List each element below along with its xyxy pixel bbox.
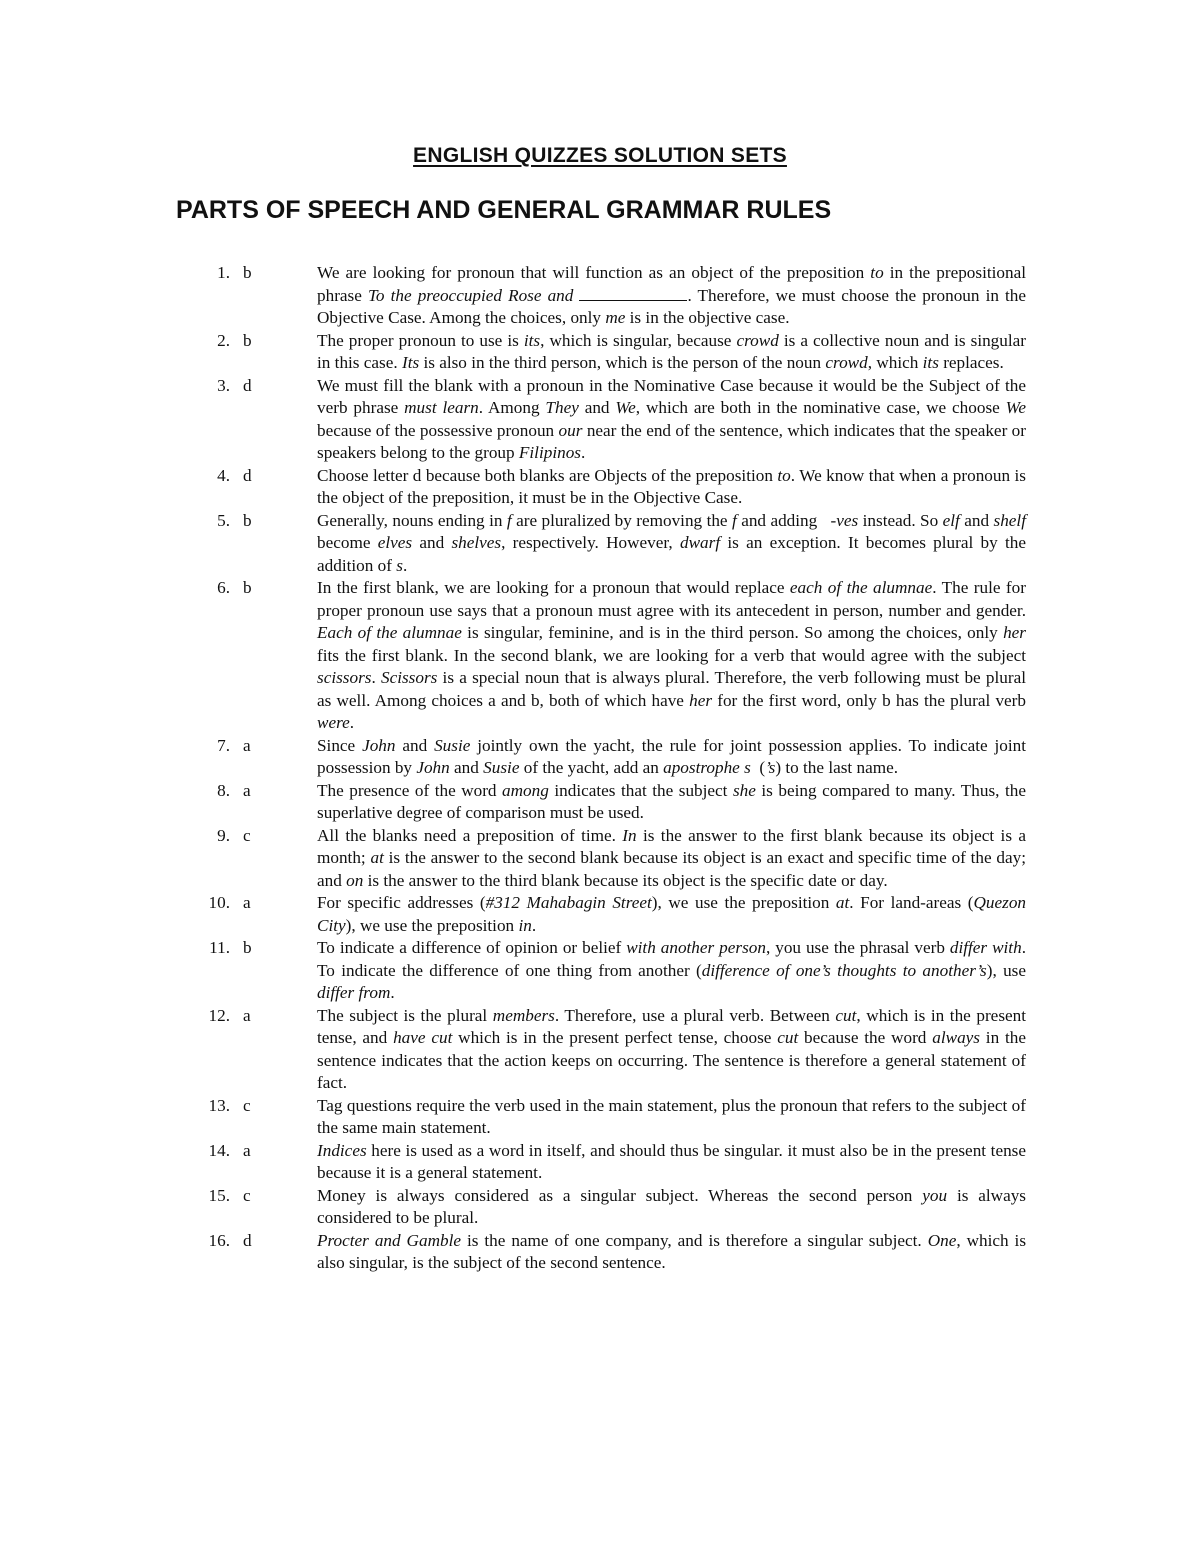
answer-item — [186, 375, 1026, 465]
answer-number: 9. — [217, 825, 230, 845]
answer-item — [186, 937, 1026, 1005]
answer-explanation: For specific addresses (#312 Mahabagin Street), we use the preposition at. For land-areas (Quezon City), we use the preposition in. — [317, 893, 1027, 935]
answer-number: 10. — [208, 893, 230, 912]
answer-explanation: In the first blank, we are looking for a pronoun that would replace each of the alumnae. The rule for proper pronoun use says that a pronoun must agree with its antecedent in person, number and gender. Each of the alumnae is singular, feminine, and is in the third person. So among the choices, only her fits the first blank. In the second blank, we are looking for a verb that would agree with the subject scissors. Scissors is a special noun that is always plural. Therefore, the verb following must be plural as well. Among choices a and b, both of which have her for the first word, only b has the plural verb were. — [317, 578, 1026, 732]
answer-number: 11. — [209, 938, 230, 957]
answer-number: 2. — [217, 330, 230, 350]
answer-item — [186, 780, 1026, 825]
answer-number: 1. — [217, 263, 230, 282]
answer-letter: a — [243, 893, 251, 912]
answer-letter: a — [243, 1140, 251, 1160]
answer-letter: b — [243, 330, 252, 350]
answer-number: 12. — [208, 1005, 230, 1025]
answer-letter: b — [243, 938, 252, 957]
answer-letter: c — [243, 1095, 251, 1115]
answer-item — [186, 825, 1026, 893]
answer-explanation: Indices here is used as a word in itself, and should thus be singular. it must also be in the present tense because it is a general statement. — [317, 1140, 1026, 1182]
document-title: ENGLISH QUIZZES SOLUTION SETS — [413, 144, 787, 167]
answer-letter: b — [243, 510, 252, 530]
answer-item — [186, 577, 1026, 735]
answer-item — [186, 1095, 1026, 1140]
answer-item — [186, 1185, 1026, 1230]
answer-item — [186, 1140, 1026, 1185]
answer-number: 14. — [208, 1140, 230, 1160]
answer-number: 8. — [217, 780, 230, 800]
answer-letter: b — [243, 578, 252, 597]
answer-letter: a — [243, 1005, 251, 1025]
answer-letter: d — [243, 465, 252, 485]
answer-number: 6. — [217, 578, 230, 597]
answer-item — [186, 262, 1026, 330]
answer-letter: d — [243, 1230, 252, 1250]
answer-number: 5. — [217, 510, 230, 530]
answer-explanation: Tag questions require the verb used in the main statement, plus the pronoun that refers to the subject of the same main statement. — [317, 1095, 1026, 1137]
answer-explanation: All the blanks need a preposition of time. In is the answer to the first blank because its object is a month; at is the answer to the second blank because its object is an exact and specific time of the day; and on is the answer to the third blank because its object is the specific date or day. — [317, 825, 1027, 890]
answer-explanation: Generally, nouns ending in f are pluralized by removing the f and adding -ves instead. So elf and shelf become elves and shelves, respectively. However, dwarf is an exception. It becomes plural by the addition of s. — [317, 510, 1026, 575]
answer-explanation: To indicate a difference of opinion or belief with another person, you use the phrasal verb differ with. To indicate the difference of one thing from another (difference of one’s thoughts to another’s), use differ from. — [317, 938, 1026, 1002]
section-heading: PARTS OF SPEECH AND GENERAL GRAMMAR RULES — [176, 196, 832, 224]
answer-explanation: Money is always considered as a singular subject. Whereas the second person you is always considered to be plural. — [317, 1185, 1026, 1227]
answer-number: 16. — [208, 1230, 230, 1250]
answer-item — [186, 330, 1026, 375]
answer-item — [186, 465, 1026, 510]
answer-letter: b — [243, 263, 252, 282]
answer-explanation: The presence of the word among indicates that the subject she is being compared to many. Thus, the superlative degree of comparison must be used. — [317, 780, 1026, 822]
answer-letter: d — [243, 375, 252, 395]
answer-letter: c — [243, 825, 251, 845]
answer-explanation: The subject is the plural members. Therefore, use a plural verb. Between cut, which is in the present tense, and have cut which is in the present perfect tense, choose cut because the word always in the sentence indicates that the action keeps on occurring. The sentence is therefore a general statement of fact. — [317, 1005, 1027, 1092]
answer-number: 13. — [208, 1095, 230, 1115]
answer-item — [186, 735, 1026, 780]
answer-letter: a — [243, 780, 251, 800]
answer-explanation: Procter and Gamble is the name of one company, and is therefore a singular subject. One, which is also singular, is the subject of the second sentence. — [317, 1230, 1027, 1272]
answer-item — [186, 892, 1026, 937]
answer-explanation: Choose letter d because both blanks are Objects of the preposition to. We know that when a pronoun is the object of the preposition, it must be in the Objective Case. — [317, 465, 1026, 507]
answer-number: 15. — [208, 1185, 230, 1205]
answer-number: 7. — [217, 735, 230, 755]
answer-explanation: We are looking for pronoun that will function as an object of the preposition to in the prepositional phrase To the preoccupied Rose and . Therefore, we must choose the pronoun in the Objective Case. Among the choices, only me is in the objective case. — [317, 263, 1027, 327]
answer-item — [186, 1230, 1026, 1275]
answer-list — [186, 262, 1026, 1275]
answer-explanation: We must fill the blank with a pronoun in the Nominative Case because it would be the Subject of the verb phrase must learn. Among They and We, which are both in the nominative case, we choose We because of the possessive pronoun our near the end of the sentence, which indicates that the speaker or speakers belong to the group Filipinos. — [317, 375, 1027, 462]
answer-letter: c — [243, 1185, 251, 1205]
answer-number: 3. — [217, 375, 230, 395]
answer-explanation: The proper pronoun to use is its, which is singular, because crowd is a collective noun and is singular in this case. Its is also in the third person, which is the person of the noun crowd, which its replaces. — [317, 330, 1026, 372]
answer-item — [186, 510, 1026, 578]
answer-letter: a — [243, 735, 251, 755]
answer-item — [186, 1005, 1026, 1095]
answer-explanation: Since John and Susie jointly own the yacht, the rule for joint possession applies. To indicate joint possession by John and Susie of the yacht, add an apostrophe s (’s) to the last name. — [317, 735, 1026, 777]
answer-number: 4. — [217, 465, 230, 485]
